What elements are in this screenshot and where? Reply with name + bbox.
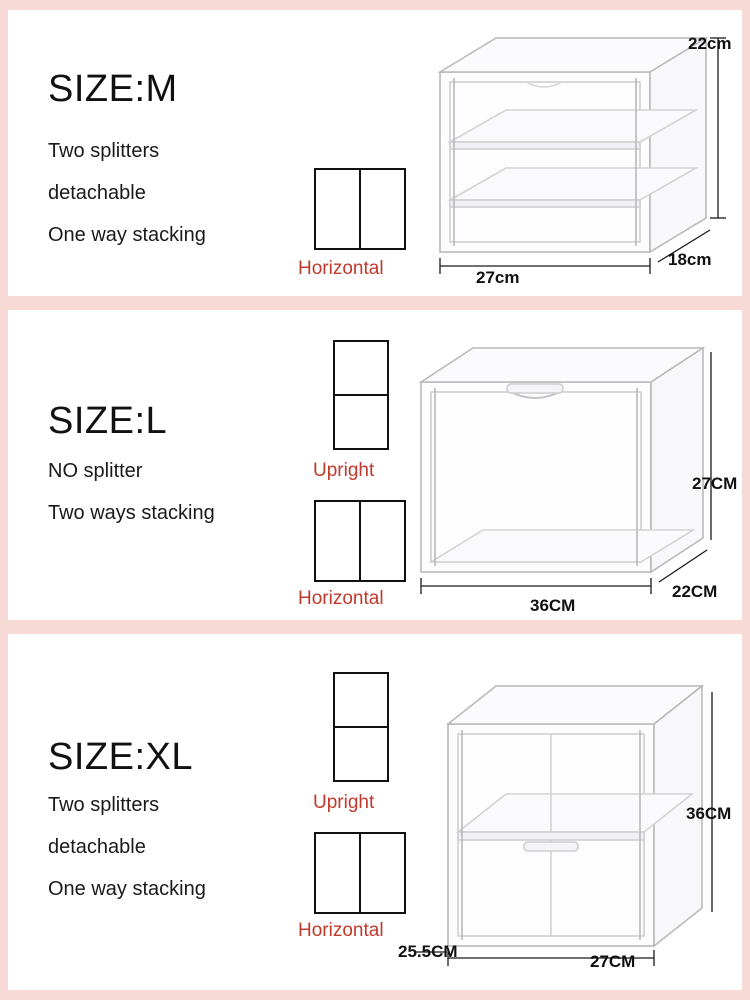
dimension-depth-l: 22CM: [672, 582, 718, 601]
orientation-label-horizontal: Horizontal: [298, 588, 384, 609]
stacking-diagram-horizontal: [314, 168, 406, 250]
size-title-l: SIZE:L: [48, 400, 168, 442]
size-panel-xl: [8, 634, 742, 990]
stack-divider: [335, 394, 387, 396]
feature-text: Two splitters: [48, 140, 160, 162]
feature-text: detachable: [48, 836, 146, 858]
dimension-height-m: 22cm: [688, 34, 732, 53]
feature-text: One way stacking: [48, 878, 206, 900]
stack-divider: [359, 502, 361, 580]
size-panel-m: [8, 10, 742, 296]
stack-divider: [359, 170, 361, 248]
size-title-xl: SIZE:XL: [48, 736, 193, 778]
size-title-m: SIZE:M: [48, 68, 178, 110]
stacking-diagram-horizontal: [314, 832, 406, 914]
container-illustration-l: [403, 340, 723, 595]
orientation-label-horizontal: Horizontal: [298, 258, 384, 279]
dimension-height-xl: 36CM: [686, 804, 732, 823]
orientation-label-upright: Upright: [313, 460, 375, 481]
container-illustration-xl: [406, 662, 726, 962]
dimension-depth-m: 18cm: [668, 250, 712, 269]
stacking-diagram-horizontal: [314, 500, 406, 582]
dimension-width-m: 27cm: [476, 268, 520, 287]
stack-divider: [335, 726, 387, 728]
feature-text: Two splitters: [48, 794, 160, 816]
size-panel-l: [8, 310, 742, 620]
orientation-label-horizontal: Horizontal: [298, 920, 384, 941]
stacking-diagram-upright: [333, 340, 389, 450]
feature-text: Two ways stacking: [48, 502, 215, 524]
container-illustration-m: [418, 30, 728, 280]
feature-text: One way stacking: [48, 224, 206, 246]
orientation-label-upright: Upright: [313, 792, 375, 813]
dimension-height-l: 27CM: [692, 474, 738, 493]
feature-text: detachable: [48, 182, 146, 204]
dimension-depth-xl: 25.5CM: [398, 942, 458, 961]
stacking-diagram-upright: [333, 672, 389, 782]
feature-text: NO splitter: [48, 460, 143, 482]
dimension-width-l: 36CM: [530, 596, 576, 615]
stack-divider: [359, 834, 361, 912]
dimension-width-xl: 27CM: [590, 952, 636, 971]
